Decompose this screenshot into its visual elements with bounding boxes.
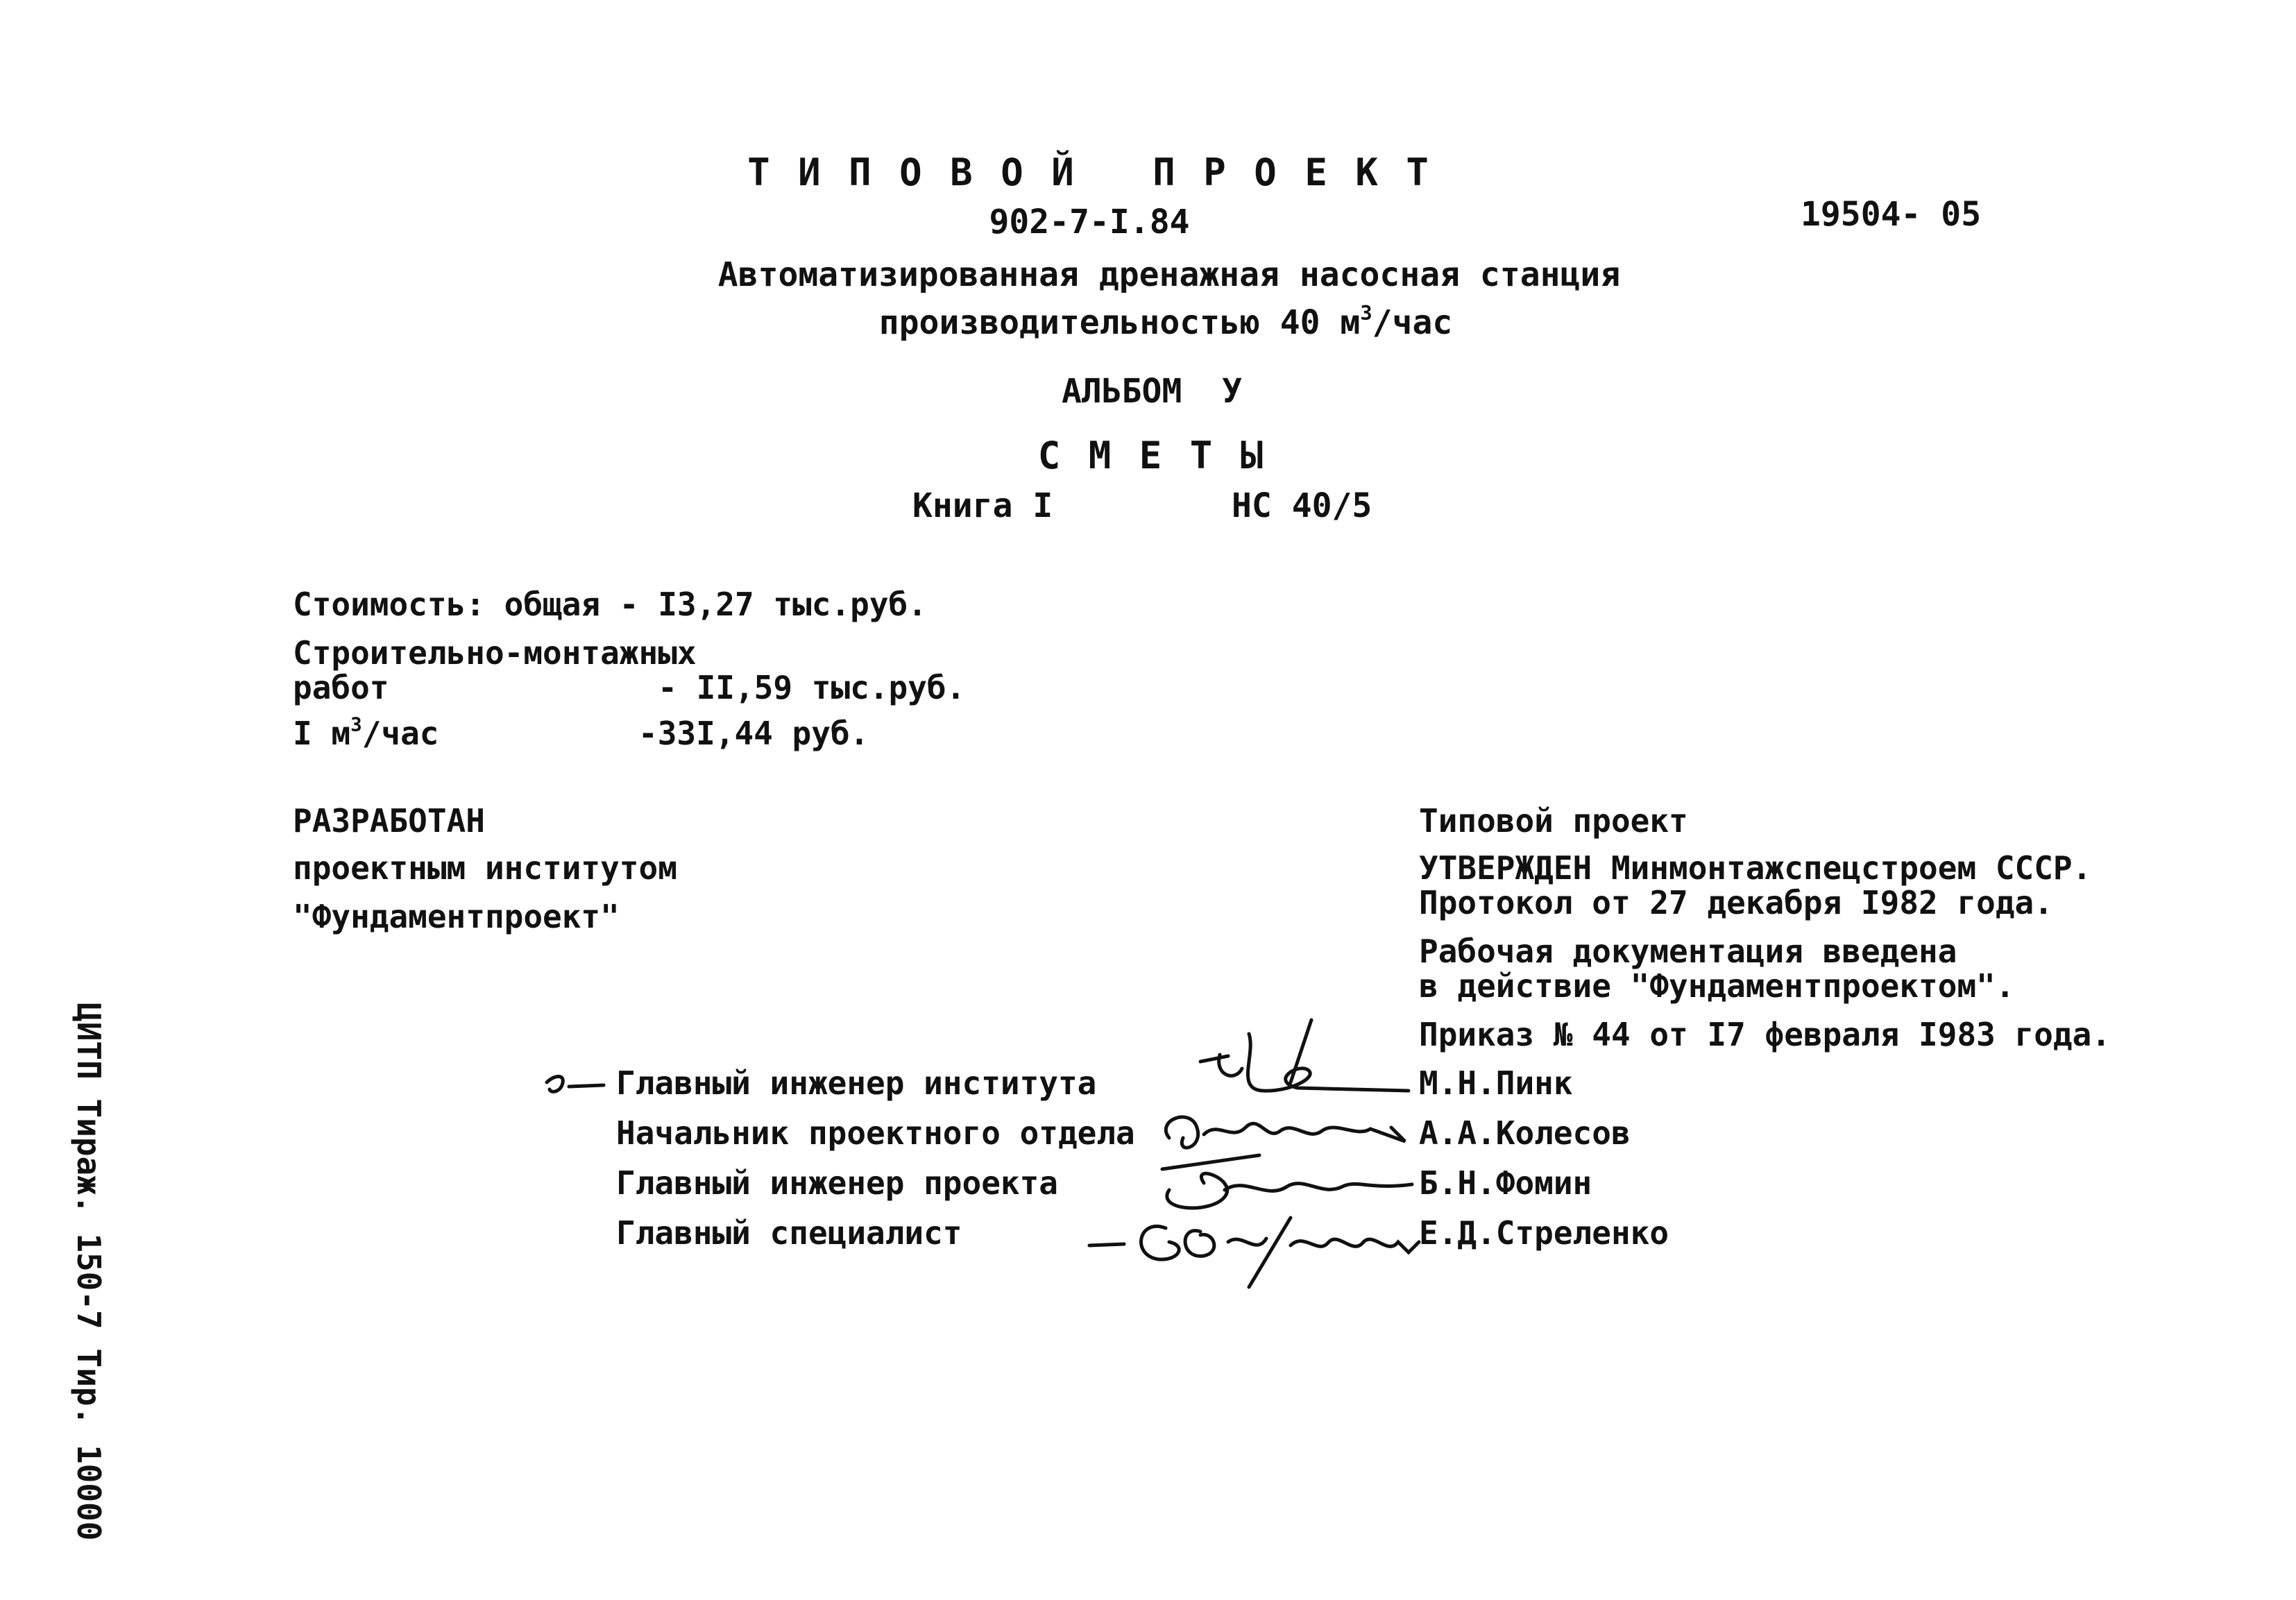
cost-unit-label: I $м^3$/час [293, 713, 439, 752]
signature-name-2: А.А.Колесов [1419, 1114, 1631, 1152]
signature-role-2: Начальник проектного отдела [616, 1114, 1135, 1152]
developer-label: РАЗРАБОТАН [293, 802, 485, 840]
signature-4 [1082, 1204, 1422, 1294]
signature-name-1: М.Н.Пинк [1419, 1064, 1573, 1102]
cost-total: Стоимость: общая - I3,27 тыс.руб. [293, 586, 927, 623]
signature-name-4: Е.Д.Стреленко [1419, 1214, 1669, 1252]
inventory-number: 19504- 05 [1801, 195, 1982, 234]
album-label: АЛЬБОМ У [1061, 372, 1243, 411]
margin-print-note: ЦИТП Тираж. 150-7 Тир. 10000 [70, 1003, 108, 1541]
developer-line-1: проектным институтом [293, 849, 677, 887]
book-label: Книга I [912, 486, 1053, 525]
approval-line-3: Протокол от 27 декабря I982 года. [1419, 884, 2053, 921]
signature-role-1: Главный инженер института [616, 1064, 1097, 1102]
cost-smr-line-2: работ - II,59 тыс.руб. [293, 669, 966, 706]
approval-line-5: в действие "Фундаментпроектом". [1419, 967, 2015, 1005]
signature-1 [1187, 1013, 1422, 1110]
developer-line-2: "Фундаментпроект" [293, 898, 620, 935]
code-label: НС 40/5 [1232, 486, 1372, 525]
approval-line-2: УТВЕРЖДЕН Минмонтажспецстроем СССР. [1419, 849, 2092, 887]
signature-name-3: Б.Н.Фомин [1419, 1164, 1592, 1202]
series-title: Т И П О В О Й П Р О Е К Т [747, 151, 1431, 194]
approval-line-4: Рабочая документация введена [1419, 933, 1957, 970]
approval-line-6: Приказ № 44 от I7 февраля I983 года. [1419, 1016, 2111, 1053]
project-number: 902-7-I.84 [989, 203, 1190, 241]
initial-mark [541, 1062, 611, 1103]
section-title: С М Е Т Ы [1037, 434, 1266, 477]
cost-unit-value: -33I,44 руб. [638, 715, 869, 752]
signature-role-3: Главный инженер проекта [616, 1164, 1058, 1202]
cost-smr-line-1: Строительно-монтажных [293, 634, 697, 672]
signature-role-4: Главный специалист [616, 1214, 962, 1252]
approval-line-1: Типовой проект [1419, 802, 1688, 840]
subtitle-line-1: Автоматизированная дренажная насосная станция [717, 255, 1621, 294]
subtitle-line-2: производительностью 40 $м^3$/час [878, 300, 1453, 342]
